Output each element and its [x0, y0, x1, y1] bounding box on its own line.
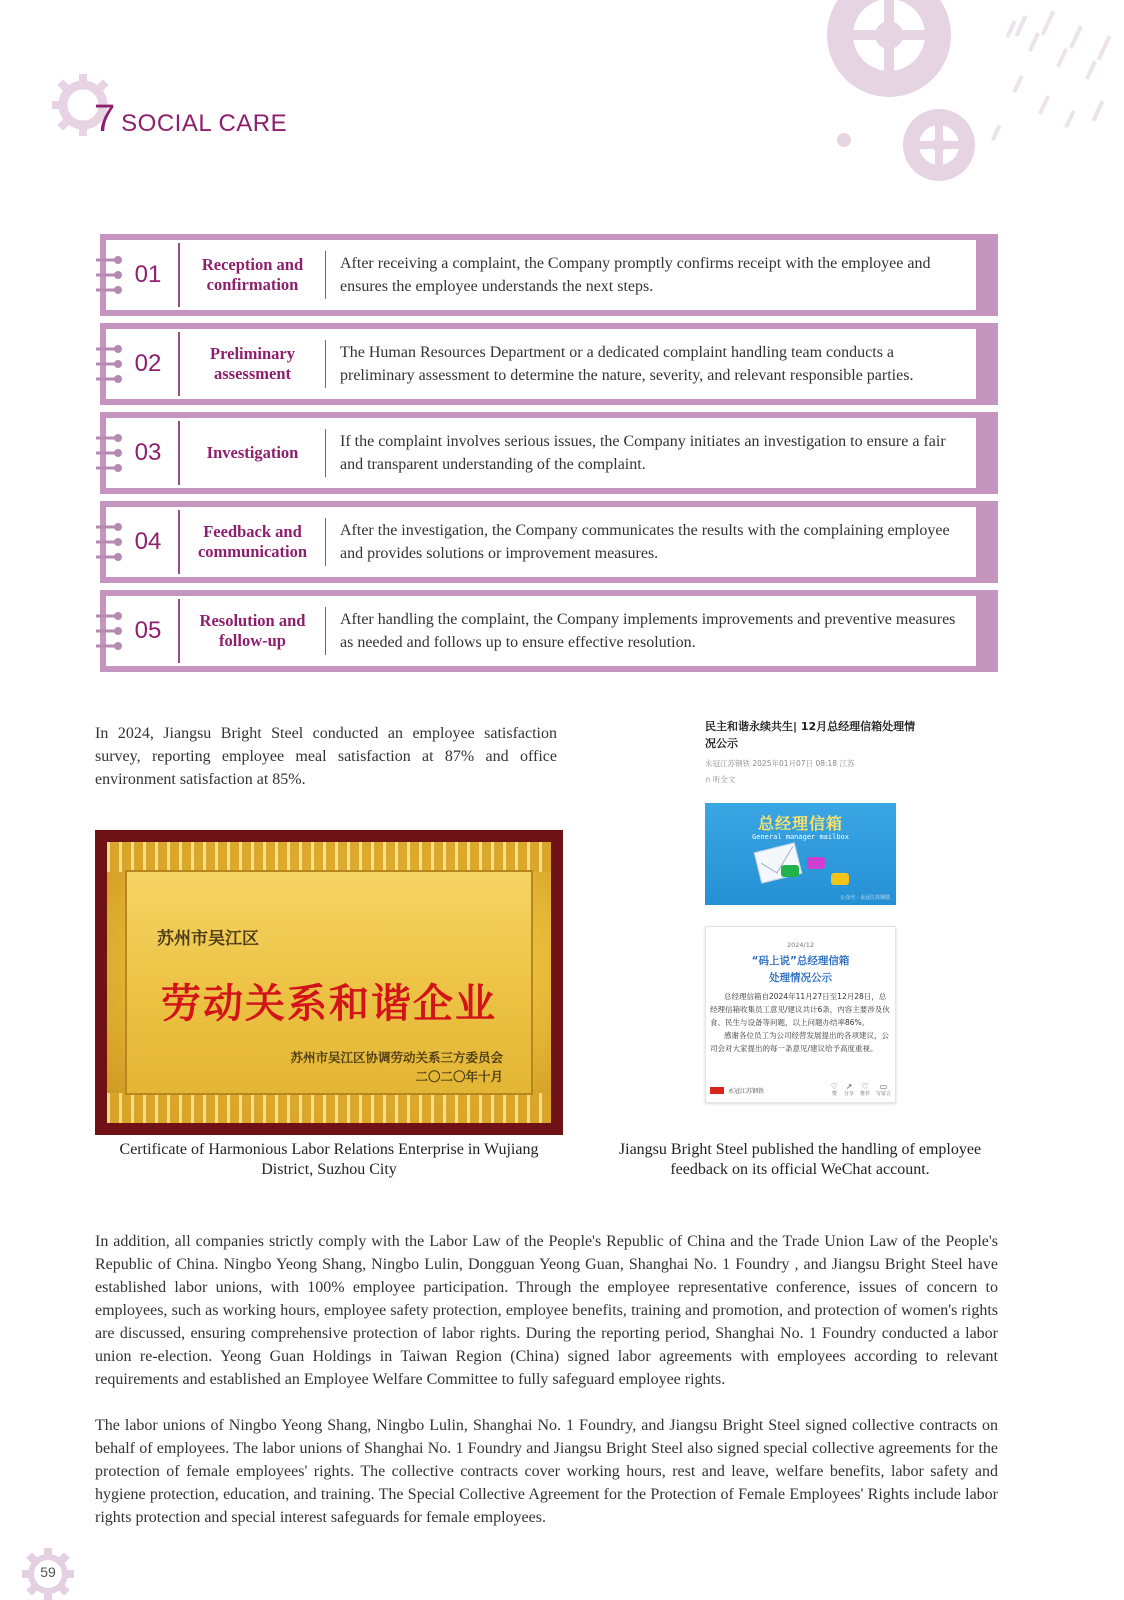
chat-bubble-icon: [807, 857, 825, 869]
wechat-article-meta: 永冠江苏钢铁 2025年01月07日 08:18 江苏: [705, 759, 855, 768]
card-body: [710, 991, 891, 1055]
certificate-issuer-name: 苏州市吴江区协调劳动关系三方委员会: [290, 1050, 503, 1065]
step-number: 03: [134, 439, 162, 466]
like-button[interactable]: ♡ 赞: [830, 1081, 838, 1097]
card-body-paragraph: 感谢各位员工为公司经营发展提出的各项建议，公司会对大家提出的每一条意见/建议给予高度重视。: [710, 1030, 889, 1053]
step-description: After handling the complaint, the Company implements improvements and preventive measures as needed and follows up to ensure effective resolution.: [340, 610, 956, 651]
step-number: 05: [134, 617, 162, 644]
step-number: 02: [134, 350, 162, 377]
share-button[interactable]: ↗ 分享: [843, 1081, 854, 1097]
banner-subtitle: General manager mailbox: [752, 833, 849, 841]
step-title: Feedback and communication: [197, 522, 308, 561]
certificate-main-text: 劳动关系和谐企业: [161, 980, 497, 1027]
step-number: 01: [134, 261, 162, 288]
card-body-paragraph: 总经理信箱自2024年11月27日至12月28日，总经理信箱收集员工意见/建议共计6条，内容主要涉及伙食、民生与设备等问题，以上问题办结率86%。: [710, 992, 890, 1027]
body-paragraph: The labor unions of Ningbo Yeong Shang, Ningbo Lulin, Shanghai No. 1 Foundry, and Jiangsu Bright Steel signed collective contracts on behalf of employees. The labor unions of Shanghai No. 1 Foundry and Jiangsu Bright Steel also signed special collective agreements for the protection of female employees' rights. The collective contracts cover working hours, rest and leave, welfare benefits, labor safety and hygiene protection, education, and training. The Special Collective Agreement for the Protection of Female Employees' Rights include labor rights protection and special interest safeguards for female employees.: [95, 1417, 998, 1526]
card-heading: “码上说”总经理信箱: [751, 955, 850, 967]
step-description: If the complaint involves serious issues, the Company initiates an investigation to ensure a fair and transparent understanding of the complaint.: [340, 432, 946, 473]
certificate-issuer: [290, 1048, 503, 1087]
account-logo-icon: [710, 1087, 724, 1094]
survey-paragraph: In 2024, Jiangsu Bright Steel conducted an employee satisfaction survey, reporting employee meal satisfaction at 87% and office environment satisfaction at 85%.: [95, 725, 557, 789]
share-icon: ↗: [845, 1081, 853, 1091]
section-number: 7: [94, 98, 116, 140]
listen-label: 听全文: [712, 775, 736, 784]
card-account-name: 永冠江苏钢铁: [728, 1087, 765, 1095]
certificate-date: 二〇二〇年十月: [415, 1069, 503, 1085]
page-number: 59: [40, 1564, 56, 1580]
wechat-article-title: 民主和谐永续共生| 12月总经理信箱处理情况公示: [705, 720, 916, 751]
step-description: After the investigation, the Company communicates the results with the complaining employee and provides solutions or improvement measures.: [340, 521, 950, 562]
certificate-image: [95, 830, 563, 1135]
chat-bubble-icon: [781, 865, 799, 877]
card-footer: [710, 1081, 891, 1099]
thumbs-up-icon: ♡: [830, 1081, 838, 1091]
recommend-button[interactable]: ♡ 推荐: [859, 1081, 870, 1097]
step-title: Preliminary assessment: [210, 344, 295, 383]
chat-bubble-icon: [831, 873, 849, 885]
comment-icon: ▭: [879, 1081, 888, 1091]
body-paragraph: In addition, all companies strictly comply with the Labor Law of the People's Republic of China and the Trade Union Law of the People's Republic of China. Ningbo Yeong Shang, Ningbo Lulin, Dongguan Yeong Guan, Shanghai No. 1 Foundry , and Jiangsu Bright Steel have established labor unions, with 100% employee participation. Through the employee representative conference, issues of concern to employees, such as working hours, employee safety protection, employee benefits, training and promotion, and protection of women's rights are discussed, ensuring comprehensive protection of labor rights. During the reporting period, Shanghai No. 1 Foundry conducted a labor union re-election. Yeong Guan Holdings in Taiwan Region (China) signed labor agreements with employees according to relevant requirements and established an Employee Welfare Committee to fully safeguard employee rights.: [95, 1233, 998, 1388]
step-item: [100, 501, 998, 583]
headphones-icon: ∩: [705, 775, 711, 784]
certificate-district: 苏州市吴江区: [157, 929, 259, 949]
step-title: Resolution and follow-up: [199, 611, 306, 650]
step-description: The Human Resources Department or a dedicated complaint handling team conducts a preliminary assessment to determine the nature, severity, and relevant responsible parties.: [340, 343, 914, 384]
card-subheading: 处理情况公示: [769, 972, 832, 984]
banner-title: 总经理信箱: [757, 814, 843, 833]
certificate-caption: Certificate of Harmonious Labor Relations Enterprise in Wujiang District, Suzhou City: [119, 1141, 539, 1178]
section-title: SOCIAL CARE: [121, 110, 288, 137]
step-item: [100, 234, 998, 316]
step-title: Investigation: [206, 443, 299, 463]
comment-button[interactable]: ▭ 写留言: [875, 1081, 891, 1097]
binder-rings-icon: [94, 248, 128, 302]
mailbox-banner-image: [705, 803, 896, 905]
binder-rings-icon: [94, 515, 128, 569]
envelope-icon: [754, 842, 802, 883]
binder-rings-icon: [94, 604, 128, 658]
step-description: After receiving a complaint, the Company promptly confirms receipt with the employee and ensures the employee understands the next steps.: [340, 254, 931, 295]
binder-rings-icon: [94, 337, 128, 391]
section-heading: [94, 100, 287, 138]
banner-footer: 公众号 · 永冠江苏钢铁: [840, 895, 890, 901]
wechat-caption: Jiangsu Bright Steel published the handling of employee feedback on its official WeChat account.: [618, 1141, 982, 1178]
heart-icon: ♡: [861, 1081, 869, 1091]
step-item: [100, 412, 998, 494]
decorative-gears-icon: [784, 0, 1124, 210]
step-number: 04: [134, 528, 162, 555]
announcement-card: [705, 926, 896, 1103]
card-date: 2024/12: [786, 941, 814, 949]
step-item: [100, 323, 998, 405]
step-item: [100, 590, 998, 672]
binder-rings-icon: [94, 426, 128, 480]
listen-link: [705, 774, 735, 785]
step-title: Reception and confirmation: [201, 255, 304, 294]
